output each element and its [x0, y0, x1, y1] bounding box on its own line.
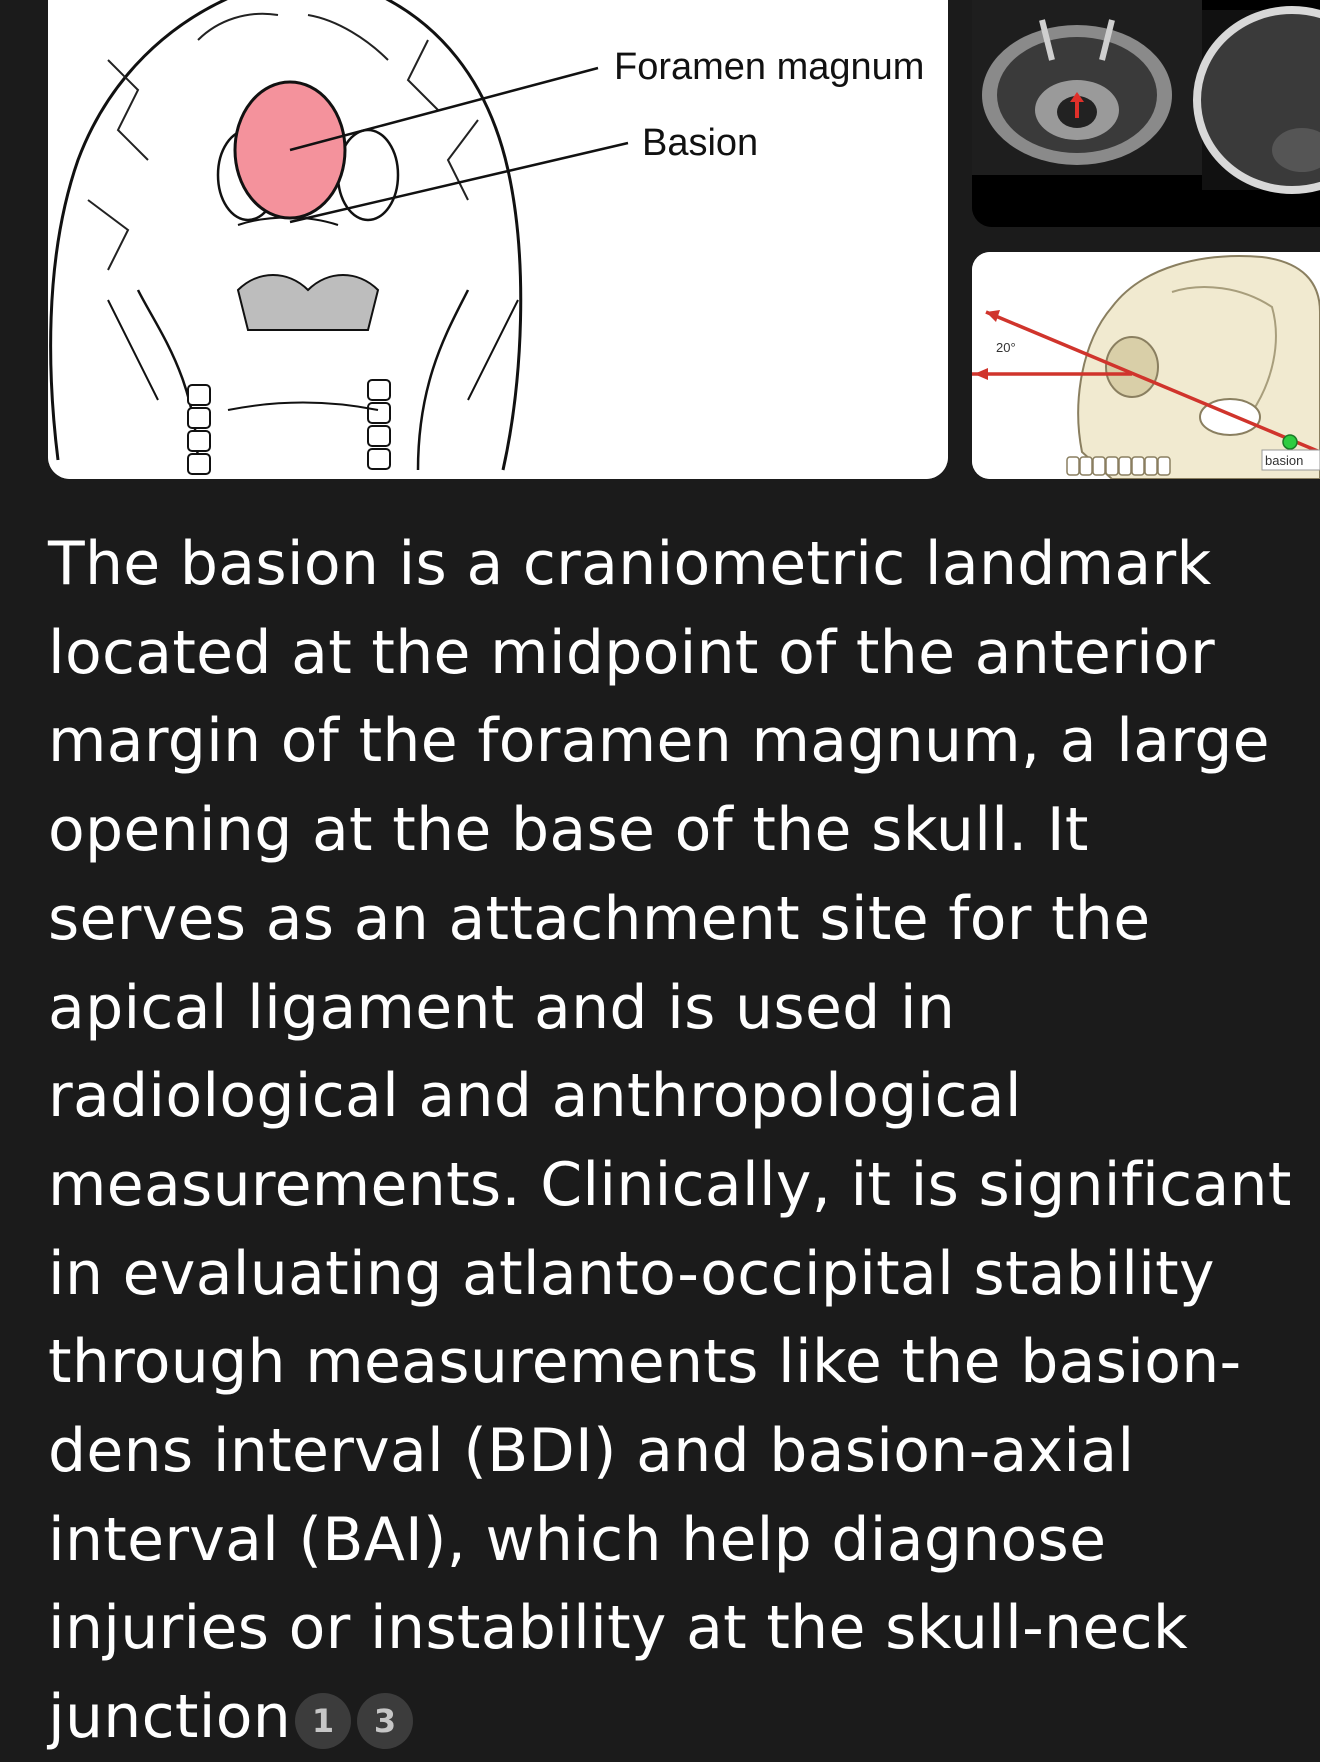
skull-lateral-icon: [972, 252, 1320, 479]
answer-body: The basion is a craniometric landmark located at the midpoint of the anterior margin of the foramen magnum, a large opening at the base of the skull. It serves as an attachment site for the apical ligament and is used in radiological and anthropological measurements. Clinically, it is significant in evaluating atlanto-occipital stability through measurements like the basion-dens interval (BDI) and basion-axial interval (BAI), which help diagnose injuries or instability at the skull-neck junction: [48, 529, 1292, 1753]
skull-lateral-image[interactable]: [972, 252, 1320, 479]
citation-badge-2[interactable]: 3: [357, 1693, 413, 1749]
skull-foramen-magnum-image[interactable]: [48, 0, 948, 479]
ct-scan-icon: [972, 0, 1320, 227]
basion-side-label: basion: [1265, 453, 1304, 468]
foramen-magnum-label: Foramen magnum: [614, 46, 925, 88]
answer-text: [48, 520, 1298, 1762]
basion-label: Basion: [642, 122, 759, 164]
skull-diagram-icon: [48, 0, 948, 479]
citation-badge-1[interactable]: 1: [295, 1693, 351, 1749]
ct-scan-image[interactable]: [972, 0, 1320, 227]
angle-label: 20°: [996, 340, 1016, 355]
